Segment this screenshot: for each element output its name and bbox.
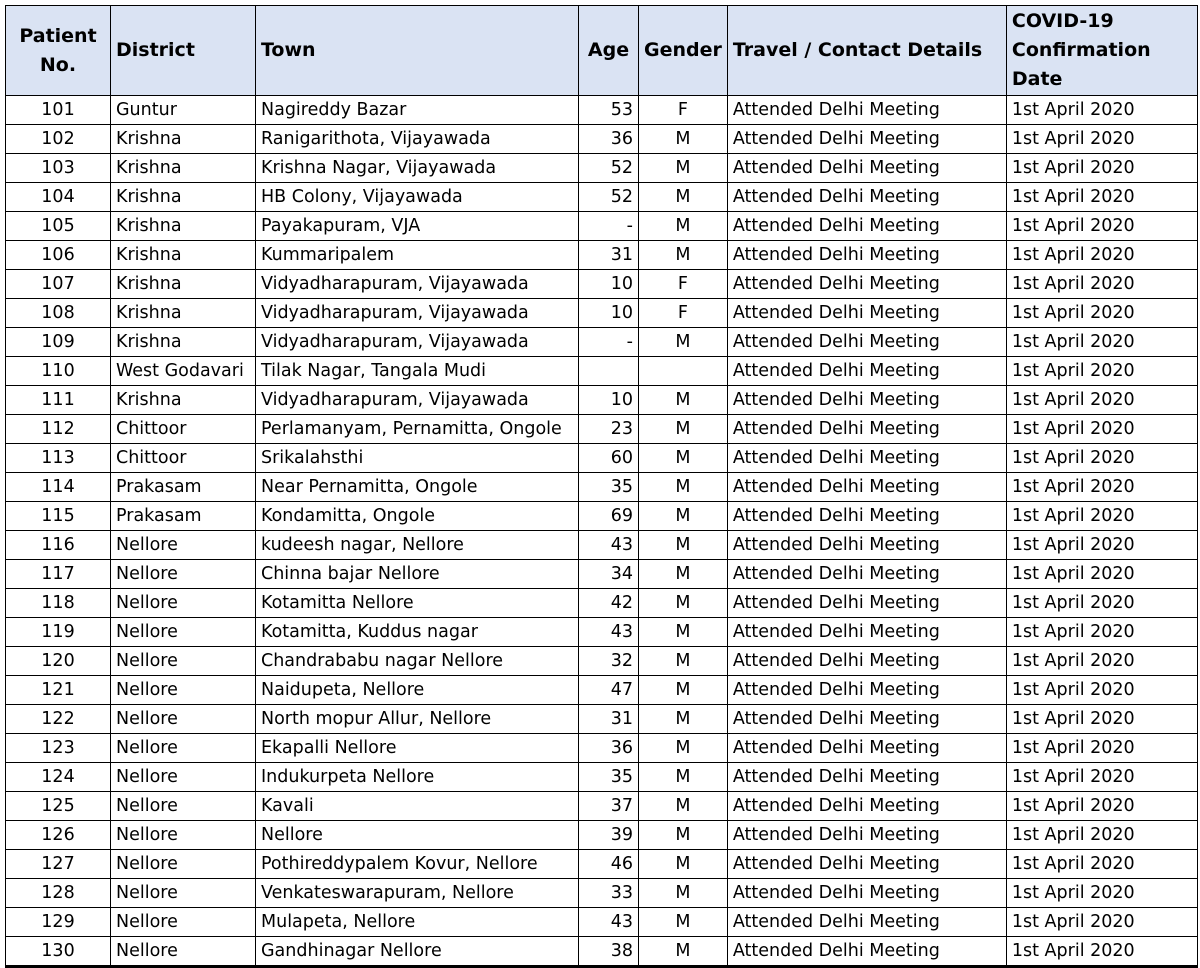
gender-cell: M xyxy=(639,415,728,444)
confirmation-date-cell: 1st April 2020 xyxy=(1006,647,1197,676)
table-row xyxy=(6,357,1198,386)
gender-cell: M xyxy=(639,618,728,647)
age-cell: 32 xyxy=(579,647,639,676)
patient-no-cell: 127 xyxy=(6,850,111,879)
gender-cell: M xyxy=(639,473,728,502)
travel-contact-cell: Attended Delhi Meeting xyxy=(727,502,1006,531)
town-cell: Chinna bajar Nellore xyxy=(256,560,579,589)
travel-contact-cell: Attended Delhi Meeting xyxy=(727,299,1006,328)
confirmation-date-cell: 1st April 2020 xyxy=(1006,792,1197,821)
district-cell: Krishna xyxy=(111,125,256,154)
gender-cell: M xyxy=(639,531,728,560)
town-cell: Kavali xyxy=(256,792,579,821)
age-cell: 43 xyxy=(579,908,639,937)
patient-no-cell: 103 xyxy=(6,154,111,183)
patient-no-cell: 102 xyxy=(6,125,111,154)
town-cell: North mopur Allur, Nellore xyxy=(256,705,579,734)
district-cell: Nellore xyxy=(111,821,256,850)
district-cell: Krishna xyxy=(111,212,256,241)
confirmation-date-cell: 1st April 2020 xyxy=(1006,154,1197,183)
travel-contact-cell: Attended Delhi Meeting xyxy=(727,444,1006,473)
header-row xyxy=(6,6,1198,96)
travel-contact-cell: Attended Delhi Meeting xyxy=(727,792,1006,821)
confirmation-date-cell: 1st April 2020 xyxy=(1006,415,1197,444)
patient-no-cell: 111 xyxy=(6,386,111,415)
header-gender: Gender xyxy=(639,6,728,96)
town-cell: Vidyadharapuram, Vijayawada xyxy=(256,328,579,357)
patient-no-cell: 106 xyxy=(6,241,111,270)
town-cell: Krishna Nagar, Vijayawada xyxy=(256,154,579,183)
confirmation-date-cell: 1st April 2020 xyxy=(1006,821,1197,850)
table-row xyxy=(6,125,1198,154)
town-cell: Near Pernamitta, Ongole xyxy=(256,473,579,502)
gender-cell: M xyxy=(639,589,728,618)
town-cell: Kotamitta, Kuddus nagar xyxy=(256,618,579,647)
district-cell: Prakasam xyxy=(111,502,256,531)
table-body xyxy=(6,96,1198,967)
travel-contact-cell: Attended Delhi Meeting xyxy=(727,241,1006,270)
header-confirmation-date: COVID-19 Confirmation Date xyxy=(1006,6,1197,96)
travel-contact-cell: Attended Delhi Meeting xyxy=(727,908,1006,937)
travel-contact-cell: Attended Delhi Meeting xyxy=(727,183,1006,212)
patient-no-cell: 116 xyxy=(6,531,111,560)
patient-no-cell: 115 xyxy=(6,502,111,531)
travel-contact-cell: Attended Delhi Meeting xyxy=(727,96,1006,125)
confirmation-date-cell: 1st April 2020 xyxy=(1006,502,1197,531)
age-cell: 36 xyxy=(579,125,639,154)
district-cell: West Godavari xyxy=(111,357,256,386)
table-row xyxy=(6,531,1198,560)
town-cell: Pothireddypalem Kovur, Nellore xyxy=(256,850,579,879)
gender-cell: M xyxy=(639,734,728,763)
travel-contact-cell: Attended Delhi Meeting xyxy=(727,328,1006,357)
town-cell: Indukurpeta Nellore xyxy=(256,763,579,792)
district-cell: Krishna xyxy=(111,241,256,270)
district-cell: Nellore xyxy=(111,879,256,908)
gender-cell: M xyxy=(639,908,728,937)
gender-cell: M xyxy=(639,937,728,967)
confirmation-date-cell: 1st April 2020 xyxy=(1006,96,1197,125)
confirmation-date-cell: 1st April 2020 xyxy=(1006,299,1197,328)
confirmation-date-cell: 1st April 2020 xyxy=(1006,125,1197,154)
gender-cell: F xyxy=(639,299,728,328)
age-cell: 47 xyxy=(579,676,639,705)
age-cell: 42 xyxy=(579,589,639,618)
town-cell: Vidyadharapuram, Vijayawada xyxy=(256,299,579,328)
table-row xyxy=(6,792,1198,821)
age-cell: 60 xyxy=(579,444,639,473)
patient-no-cell: 128 xyxy=(6,879,111,908)
table-row xyxy=(6,937,1198,967)
patient-no-cell: 117 xyxy=(6,560,111,589)
gender-cell: F xyxy=(639,270,728,299)
table-row xyxy=(6,908,1198,937)
district-cell: Nellore xyxy=(111,618,256,647)
patient-table xyxy=(5,5,1198,968)
district-cell: Krishna xyxy=(111,386,256,415)
district-cell: Nellore xyxy=(111,560,256,589)
district-cell: Krishna xyxy=(111,183,256,212)
gender-cell: M xyxy=(639,502,728,531)
town-cell: Srikalahsthi xyxy=(256,444,579,473)
gender-cell: M xyxy=(639,125,728,154)
gender-cell: M xyxy=(639,705,728,734)
age-cell: 31 xyxy=(579,241,639,270)
district-cell: Chittoor xyxy=(111,444,256,473)
town-cell: Nagireddy Bazar xyxy=(256,96,579,125)
district-cell: Nellore xyxy=(111,676,256,705)
patient-no-cell: 101 xyxy=(6,96,111,125)
town-cell: Kondamitta, Ongole xyxy=(256,502,579,531)
age-cell: 69 xyxy=(579,502,639,531)
travel-contact-cell: Attended Delhi Meeting xyxy=(727,879,1006,908)
confirmation-date-cell: 1st April 2020 xyxy=(1006,212,1197,241)
confirmation-date-cell: 1st April 2020 xyxy=(1006,241,1197,270)
table-row xyxy=(6,96,1198,125)
patient-no-cell: 104 xyxy=(6,183,111,212)
age-cell: 31 xyxy=(579,705,639,734)
gender-cell: M xyxy=(639,792,728,821)
confirmation-date-cell: 1st April 2020 xyxy=(1006,270,1197,299)
confirmation-date-cell: 1st April 2020 xyxy=(1006,676,1197,705)
header-district: District xyxy=(111,6,256,96)
district-cell: Nellore xyxy=(111,734,256,763)
table-row xyxy=(6,386,1198,415)
travel-contact-cell: Attended Delhi Meeting xyxy=(727,212,1006,241)
patient-no-cell: 126 xyxy=(6,821,111,850)
patient-no-cell: 118 xyxy=(6,589,111,618)
patient-no-cell: 121 xyxy=(6,676,111,705)
gender-cell: M xyxy=(639,850,728,879)
district-cell: Krishna xyxy=(111,299,256,328)
travel-contact-cell: Attended Delhi Meeting xyxy=(727,937,1006,967)
table-row xyxy=(6,676,1198,705)
age-cell: 33 xyxy=(579,879,639,908)
table-row xyxy=(6,328,1198,357)
table-row xyxy=(6,473,1198,502)
travel-contact-cell: Attended Delhi Meeting xyxy=(727,618,1006,647)
town-cell: Naidupeta, Nellore xyxy=(256,676,579,705)
patient-no-cell: 113 xyxy=(6,444,111,473)
table-row xyxy=(6,502,1198,531)
header-town: Town xyxy=(256,6,579,96)
confirmation-date-cell: 1st April 2020 xyxy=(1006,444,1197,473)
confirmation-date-cell: 1st April 2020 xyxy=(1006,937,1197,967)
age-cell: 10 xyxy=(579,386,639,415)
header-age: Age xyxy=(579,6,639,96)
header-patient-no: Patient No. xyxy=(6,6,111,96)
district-cell: Nellore xyxy=(111,850,256,879)
town-cell: Mulapeta, Nellore xyxy=(256,908,579,937)
table-row xyxy=(6,154,1198,183)
confirmation-date-cell: 1st April 2020 xyxy=(1006,328,1197,357)
table-row xyxy=(6,415,1198,444)
age-cell: 39 xyxy=(579,821,639,850)
town-cell: HB Colony, Vijayawada xyxy=(256,183,579,212)
age-cell: 10 xyxy=(579,270,639,299)
gender-cell: M xyxy=(639,154,728,183)
confirmation-date-cell: 1st April 2020 xyxy=(1006,386,1197,415)
patient-no-cell: 122 xyxy=(6,705,111,734)
gender-cell: M xyxy=(639,241,728,270)
district-cell: Nellore xyxy=(111,705,256,734)
town-cell: kudeesh nagar, Nellore xyxy=(256,531,579,560)
gender-cell: M xyxy=(639,676,728,705)
town-cell: Nellore xyxy=(256,821,579,850)
age-cell: 10 xyxy=(579,299,639,328)
gender-cell: M xyxy=(639,560,728,589)
travel-contact-cell: Attended Delhi Meeting xyxy=(727,473,1006,502)
confirmation-date-cell: 1st April 2020 xyxy=(1006,183,1197,212)
travel-contact-cell: Attended Delhi Meeting xyxy=(727,734,1006,763)
patient-no-cell: 123 xyxy=(6,734,111,763)
age-cell: - xyxy=(579,328,639,357)
town-cell: Kummaripalem xyxy=(256,241,579,270)
age-cell: 23 xyxy=(579,415,639,444)
table-row xyxy=(6,270,1198,299)
confirmation-date-cell: 1st April 2020 xyxy=(1006,879,1197,908)
age-cell: 37 xyxy=(579,792,639,821)
district-cell: Nellore xyxy=(111,792,256,821)
table-row xyxy=(6,299,1198,328)
town-cell: Ranigarithota, Vijayawada xyxy=(256,125,579,154)
gender-cell: M xyxy=(639,647,728,676)
header-travel-contact: Travel / Contact Details xyxy=(727,6,1006,96)
travel-contact-cell: Attended Delhi Meeting xyxy=(727,850,1006,879)
travel-contact-cell: Attended Delhi Meeting xyxy=(727,386,1006,415)
patient-no-cell: 130 xyxy=(6,937,111,967)
travel-contact-cell: Attended Delhi Meeting xyxy=(727,589,1006,618)
town-cell: Ekapalli Nellore xyxy=(256,734,579,763)
table-row xyxy=(6,879,1198,908)
district-cell: Nellore xyxy=(111,647,256,676)
travel-contact-cell: Attended Delhi Meeting xyxy=(727,270,1006,299)
confirmation-date-cell: 1st April 2020 xyxy=(1006,734,1197,763)
patient-no-cell: 108 xyxy=(6,299,111,328)
district-cell: Krishna xyxy=(111,270,256,299)
travel-contact-cell: Attended Delhi Meeting xyxy=(727,415,1006,444)
confirmation-date-cell: 1st April 2020 xyxy=(1006,850,1197,879)
confirmation-date-cell: 1st April 2020 xyxy=(1006,531,1197,560)
travel-contact-cell: Attended Delhi Meeting xyxy=(727,676,1006,705)
confirmation-date-cell: 1st April 2020 xyxy=(1006,357,1197,386)
table-row xyxy=(6,560,1198,589)
district-cell: Nellore xyxy=(111,908,256,937)
town-cell: Payakapuram, VJA xyxy=(256,212,579,241)
age-cell: 38 xyxy=(579,937,639,967)
town-cell: Perlamanyam, Pernamitta, Ongole xyxy=(256,415,579,444)
table-row xyxy=(6,734,1198,763)
travel-contact-cell: Attended Delhi Meeting xyxy=(727,763,1006,792)
district-cell: Nellore xyxy=(111,937,256,967)
gender-cell: M xyxy=(639,212,728,241)
age-cell xyxy=(579,357,639,386)
confirmation-date-cell: 1st April 2020 xyxy=(1006,763,1197,792)
gender-cell: M xyxy=(639,386,728,415)
town-cell: Kotamitta Nellore xyxy=(256,589,579,618)
district-cell: Guntur xyxy=(111,96,256,125)
district-cell: Nellore xyxy=(111,531,256,560)
travel-contact-cell: Attended Delhi Meeting xyxy=(727,357,1006,386)
travel-contact-cell: Attended Delhi Meeting xyxy=(727,531,1006,560)
patient-no-cell: 119 xyxy=(6,618,111,647)
confirmation-date-cell: 1st April 2020 xyxy=(1006,589,1197,618)
patient-no-cell: 110 xyxy=(6,357,111,386)
table-row xyxy=(6,763,1198,792)
town-cell: Tilak Nagar, Tangala Mudi xyxy=(256,357,579,386)
table-row xyxy=(6,821,1198,850)
table-row xyxy=(6,589,1198,618)
table-row xyxy=(6,444,1198,473)
town-cell: Vidyadharapuram, Vijayawada xyxy=(256,386,579,415)
age-cell: 35 xyxy=(579,473,639,502)
patient-no-cell: 109 xyxy=(6,328,111,357)
table-row xyxy=(6,618,1198,647)
age-cell: 35 xyxy=(579,763,639,792)
patient-no-cell: 114 xyxy=(6,473,111,502)
town-cell: Gandhinagar Nellore xyxy=(256,937,579,967)
table-row xyxy=(6,241,1198,270)
travel-contact-cell: Attended Delhi Meeting xyxy=(727,560,1006,589)
table-row xyxy=(6,705,1198,734)
gender-cell: M xyxy=(639,183,728,212)
travel-contact-cell: Attended Delhi Meeting xyxy=(727,125,1006,154)
gender-cell: M xyxy=(639,821,728,850)
district-cell: Nellore xyxy=(111,589,256,618)
patient-no-cell: 129 xyxy=(6,908,111,937)
age-cell: 46 xyxy=(579,850,639,879)
age-cell: - xyxy=(579,212,639,241)
gender-cell: M xyxy=(639,763,728,792)
gender-cell: M xyxy=(639,444,728,473)
district-cell: Chittoor xyxy=(111,415,256,444)
confirmation-date-cell: 1st April 2020 xyxy=(1006,618,1197,647)
age-cell: 43 xyxy=(579,618,639,647)
district-cell: Prakasam xyxy=(111,473,256,502)
age-cell: 34 xyxy=(579,560,639,589)
confirmation-date-cell: 1st April 2020 xyxy=(1006,560,1197,589)
town-cell: Chandrababu nagar Nellore xyxy=(256,647,579,676)
confirmation-date-cell: 1st April 2020 xyxy=(1006,473,1197,502)
gender-cell xyxy=(639,357,728,386)
travel-contact-cell: Attended Delhi Meeting xyxy=(727,154,1006,183)
district-cell: Krishna xyxy=(111,154,256,183)
age-cell: 53 xyxy=(579,96,639,125)
age-cell: 36 xyxy=(579,734,639,763)
patient-no-cell: 105 xyxy=(6,212,111,241)
gender-cell: M xyxy=(639,328,728,357)
age-cell: 52 xyxy=(579,154,639,183)
patient-no-cell: 112 xyxy=(6,415,111,444)
district-cell: Krishna xyxy=(111,328,256,357)
patient-no-cell: 125 xyxy=(6,792,111,821)
town-cell: Vidyadharapuram, Vijayawada xyxy=(256,270,579,299)
district-cell: Nellore xyxy=(111,763,256,792)
table-row xyxy=(6,647,1198,676)
patient-no-cell: 107 xyxy=(6,270,111,299)
confirmation-date-cell: 1st April 2020 xyxy=(1006,908,1197,937)
table-row xyxy=(6,183,1198,212)
age-cell: 52 xyxy=(579,183,639,212)
travel-contact-cell: Attended Delhi Meeting xyxy=(727,705,1006,734)
table-row xyxy=(6,212,1198,241)
confirmation-date-cell: 1st April 2020 xyxy=(1006,705,1197,734)
table-header xyxy=(6,6,1198,96)
travel-contact-cell: Attended Delhi Meeting xyxy=(727,647,1006,676)
gender-cell: M xyxy=(639,879,728,908)
table-row xyxy=(6,850,1198,879)
patient-no-cell: 120 xyxy=(6,647,111,676)
patient-no-cell: 124 xyxy=(6,763,111,792)
travel-contact-cell: Attended Delhi Meeting xyxy=(727,821,1006,850)
age-cell: 43 xyxy=(579,531,639,560)
gender-cell: F xyxy=(639,96,728,125)
town-cell: Venkateswarapuram, Nellore xyxy=(256,879,579,908)
